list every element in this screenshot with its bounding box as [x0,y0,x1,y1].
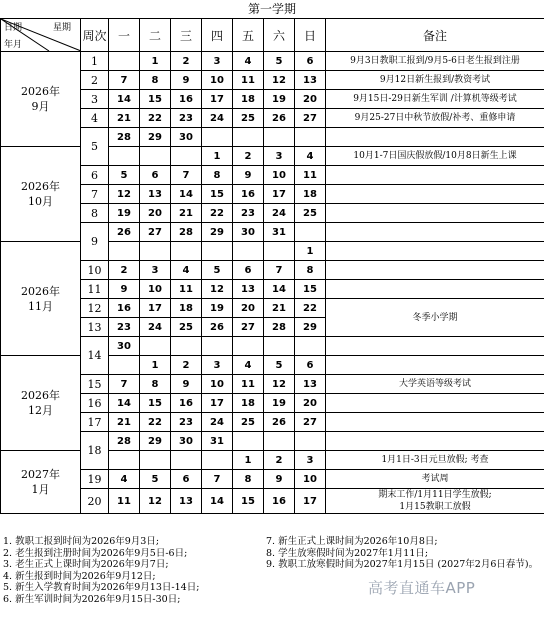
day-cell-fri: 13 [233,280,264,299]
week-number: 8 [81,204,109,223]
day-cell-sat: 9 [264,470,295,489]
day-cell-wed: 2 [171,52,202,71]
day-cell-sat: 31 [264,223,295,242]
day-cell-mon: 2 [109,261,140,280]
day-header-tue: 二 [140,19,171,52]
day-cell-sat [264,242,295,261]
day-cell-sat: 14 [264,280,295,299]
week-number: 13 [81,318,109,337]
week-number: 1 [81,52,109,71]
day-cell-sun: 11 [295,166,326,185]
day-cell-thu: 8 [202,166,233,185]
day-header-wed: 三 [171,19,202,52]
week-number-header: 周次 [81,19,109,52]
day-cell-thu: 7 [202,470,233,489]
watermark: 高考直通车APP [368,579,476,597]
remarks-header: 备注 [326,19,544,52]
week-number: 6 [81,166,109,185]
day-cell-wed: 21 [171,204,202,223]
day-cell-fri: 20 [233,299,264,318]
note-item: 6. 新生军训时间为2026年9月15日-30日; [3,593,181,605]
day-cell-sat: 16 [264,489,295,514]
day-cell-wed: 9 [171,375,202,394]
day-cell-sat [264,432,295,451]
day-cell-sat: 5 [264,52,295,71]
day-cell-wed: 16 [171,90,202,109]
day-cell-mon: 21 [109,109,140,128]
day-cell-wed [171,451,202,470]
day-cell-thu: 15 [202,185,233,204]
day-cell-wed: 2 [171,356,202,375]
day-cell-thu: 24 [202,413,233,432]
week-row [1,489,544,514]
day-cell-tue: 22 [140,413,171,432]
note-item: 2. 老生报到注册时间为2026年9月5日-6日; [3,547,188,559]
remark-cell [326,242,544,261]
day-cell-sun: 6 [295,356,326,375]
day-cell-tue: 8 [140,375,171,394]
day-cell-mon: 28 [109,128,140,147]
week-number: 3 [81,90,109,109]
day-cell-sun: 18 [295,185,326,204]
day-cell-fri: 16 [233,185,264,204]
day-cell-thu: 17 [202,90,233,109]
day-cell-wed: 23 [171,109,202,128]
week-number: 10 [81,261,109,280]
day-cell-fri [233,337,264,356]
note-item: 5. 新生入学教育时间为2026年9月13日-14日; [3,582,200,593]
day-cell-sat: 26 [264,109,295,128]
month-cell [1,147,81,242]
day-cell-thu: 5 [202,261,233,280]
month-year: 2027年 [21,468,60,481]
remark-cell: 9月15日-29日新生军训 /计算机等级考试 [326,90,544,109]
day-cell-fri: 25 [233,413,264,432]
remark-cell [326,432,544,451]
month-year: 2026年 [21,180,60,193]
day-cell-tue [140,147,171,166]
day-cell-sat: 19 [264,90,295,109]
day-cell-thu: 22 [202,204,233,223]
day-cell-mon: 26 [109,223,140,242]
week-row [1,375,544,394]
week-number: 11 [81,280,109,299]
week-row [1,128,544,147]
notes-right-column [266,536,542,571]
remark-cell: 9月3日教职工报到/9月5-6日老生报到注册 [326,52,544,71]
day-cell-fri: 8 [233,470,264,489]
day-cell-wed: 23 [171,413,202,432]
day-cell-sun: 3 [295,451,326,470]
week-number: 14 [81,337,109,375]
day-cell-sat [264,128,295,147]
week-row [1,470,544,489]
day-cell-mon [109,52,140,71]
day-cell-thu: 14 [202,489,233,514]
day-cell-mon: 12 [109,185,140,204]
day-cell-tue: 1 [140,52,171,71]
day-cell-wed: 28 [171,223,202,242]
day-cell-tue: 13 [140,185,171,204]
corner-week-label: 星期 [53,23,72,33]
day-cell-thu: 17 [202,394,233,413]
month-year: 2026年 [21,284,60,298]
day-cell-mon: 21 [109,413,140,432]
day-cell-tue: 1 [140,356,171,375]
remark-line: 期末工作/1月11日学生放假; [378,490,492,500]
week-row [1,71,544,90]
remark-cell: 大学英语等级考试 [326,375,544,394]
day-cell-mon: 5 [109,166,140,185]
day-cell-thu: 29 [202,223,233,242]
week-row [1,337,544,356]
day-cell-thu [202,242,233,261]
day-cell-wed: 11 [171,280,202,299]
day-cell-sun: 15 [295,280,326,299]
remark-cell [326,489,544,514]
day-cell-wed [171,242,202,261]
corner-date-label: 日期 [4,23,23,33]
day-cell-mon: 14 [109,90,140,109]
day-cell-tue: 24 [140,318,171,337]
week-row [1,432,544,451]
day-cell-tue [140,242,171,261]
day-cell-sun: 13 [295,71,326,90]
day-cell-fri: 18 [233,394,264,413]
remark-cell [326,185,544,204]
week-number: 7 [81,185,109,204]
day-cell-thu: 24 [202,109,233,128]
remark-cell [326,280,544,299]
day-cell-mon: 9 [109,280,140,299]
day-header-thu: 四 [202,19,233,52]
week-number: 17 [81,413,109,432]
day-cell-mon [109,451,140,470]
remark-cell [326,413,544,432]
day-cell-fri: 30 [233,223,264,242]
month-label: 1月 [31,483,50,496]
week-row [1,261,544,280]
day-cell-sun: 4 [295,147,326,166]
day-cell-tue: 29 [140,432,171,451]
month-label: 9月 [31,100,50,113]
notes-left-column [3,536,258,605]
month-cell [1,242,81,356]
remark-cell [326,128,544,147]
day-cell-mon: 19 [109,204,140,223]
day-cell-fri [233,128,264,147]
month-cell [1,451,81,514]
day-cell-wed: 14 [171,185,202,204]
week-number: 19 [81,470,109,489]
remark-cell: 考试周 [326,470,544,489]
week-row [1,204,544,223]
day-cell-tue: 8 [140,71,171,90]
day-cell-fri: 23 [233,204,264,223]
day-cell-thu: 19 [202,299,233,318]
day-cell-fri [233,242,264,261]
day-cell-sat: 5 [264,356,295,375]
day-cell-sun: 13 [295,375,326,394]
day-cell-sun: 1 [295,242,326,261]
day-cell-wed: 4 [171,261,202,280]
day-cell-fri: 4 [233,356,264,375]
day-cell-mon: 4 [109,470,140,489]
week-row [1,413,544,432]
day-cell-mon: 23 [109,318,140,337]
week-number: 15 [81,375,109,394]
day-cell-fri: 2 [233,147,264,166]
day-cell-sun: 25 [295,204,326,223]
day-cell-tue: 29 [140,128,171,147]
note-item: 3. 老生正式上课时间为2026年9月7日; [3,559,169,570]
remark-cell [326,261,544,280]
day-cell-sun [295,223,326,242]
day-cell-thu: 1 [202,147,233,166]
day-cell-sat: 24 [264,204,295,223]
day-cell-sun [295,128,326,147]
remark-cell: 10月1-7日国庆假放假/10月8日新生上课 [326,147,544,166]
note-item: 1. 教职工报到时间为2026年9月3日; [3,536,160,547]
day-cell-sat: 21 [264,299,295,318]
day-cell-thu [202,451,233,470]
header-row [1,19,544,52]
day-cell-tue: 15 [140,394,171,413]
day-cell-mon [109,242,140,261]
remark-cell [326,337,544,356]
day-cell-wed: 6 [171,470,202,489]
day-cell-tue: 17 [140,299,171,318]
day-cell-wed [171,337,202,356]
day-cell-thu: 10 [202,375,233,394]
week-number: 2 [81,71,109,90]
day-cell-sun: 8 [295,261,326,280]
day-header-sun: 日 [295,19,326,52]
day-cell-sat: 28 [264,318,295,337]
week-row [1,109,544,128]
day-cell-thu: 26 [202,318,233,337]
week-row [1,299,544,318]
week-row [1,166,544,185]
week-row [1,185,544,204]
day-cell-sat [264,337,295,356]
week-number: 5 [81,128,109,166]
remark-cell: 9月25-27日中秋节放假/补考、重修申请 [326,109,544,128]
day-cell-wed: 30 [171,128,202,147]
day-cell-fri: 11 [233,71,264,90]
day-cell-thu: 3 [202,52,233,71]
month-cell [1,52,81,147]
day-cell-wed: 13 [171,489,202,514]
day-cell-tue: 5 [140,470,171,489]
remark-cell: 1月1日-3日元旦放假; 考查 [326,451,544,470]
week-number: 4 [81,109,109,128]
day-cell-sun [295,337,326,356]
day-cell-thu: 12 [202,280,233,299]
month-label: 12月 [28,404,53,417]
day-cell-tue: 20 [140,204,171,223]
day-cell-mon: 7 [109,375,140,394]
week-row [1,52,544,71]
day-header-mon: 一 [109,19,140,52]
day-cell-tue: 22 [140,109,171,128]
day-cell-fri [233,432,264,451]
day-cell-sat: 2 [264,451,295,470]
week-row [1,280,544,299]
calendar-table [0,18,544,514]
day-cell-wed: 18 [171,299,202,318]
remark-line: 1月15教职工放假 [399,502,471,512]
week-number: 20 [81,489,109,514]
day-cell-sun: 20 [295,90,326,109]
day-cell-fri: 1 [233,451,264,470]
month-cell [1,356,81,451]
note-item: 9. 教职工放寒假时间为2027年1月15日 (2027年2月6日春节)。 [266,559,539,570]
day-cell-tue: 10 [140,280,171,299]
day-cell-fri: 6 [233,261,264,280]
corner-month-label: 年月 [4,40,23,50]
day-cell-sun: 29 [295,318,326,337]
note-item: 4. 新生报到时间为2026年9月12日; [3,570,156,582]
day-cell-sun: 27 [295,109,326,128]
day-cell-thu: 10 [202,71,233,90]
day-cell-sat: 10 [264,166,295,185]
day-cell-fri: 25 [233,109,264,128]
day-cell-tue: 15 [140,90,171,109]
day-cell-tue: 3 [140,261,171,280]
note-item: 7. 新生正式上课时间为2026年10月8日; [266,536,438,547]
day-cell-mon: 11 [109,489,140,514]
week-row [1,90,544,109]
day-cell-mon: 16 [109,299,140,318]
day-cell-wed: 25 [171,318,202,337]
remark-cell: 9月12日新生报到/教资考试 [326,71,544,90]
remark-cell [326,166,544,185]
day-cell-tue: 6 [140,166,171,185]
day-header-sat: 六 [264,19,295,52]
day-cell-thu [202,337,233,356]
day-cell-fri: 9 [233,166,264,185]
day-cell-wed [171,147,202,166]
month-label: 11月 [28,299,53,313]
remark-cell [326,204,544,223]
remark-cell [326,394,544,413]
day-cell-mon: 30 [109,337,140,356]
week-row [1,394,544,413]
day-cell-tue [140,337,171,356]
header-corner [1,19,81,52]
remark-cell [326,223,544,242]
day-cell-thu: 31 [202,432,233,451]
day-cell-mon [109,147,140,166]
day-cell-sun: 20 [295,394,326,413]
remark-cell: 冬季小学期 [326,299,544,337]
day-cell-mon: 14 [109,394,140,413]
day-cell-sat: 7 [264,261,295,280]
month-year: 2026年 [21,389,60,402]
day-cell-sun: 17 [295,489,326,514]
week-number: 16 [81,394,109,413]
day-cell-sat: 17 [264,185,295,204]
day-cell-fri: 15 [233,489,264,514]
day-cell-fri: 18 [233,90,264,109]
week-number: 9 [81,223,109,261]
day-cell-fri: 4 [233,52,264,71]
day-cell-tue [140,451,171,470]
day-cell-mon [109,356,140,375]
day-cell-sat: 3 [264,147,295,166]
day-cell-mon: 28 [109,432,140,451]
day-cell-sun [295,432,326,451]
day-cell-tue: 12 [140,489,171,514]
page-title: 第一学期 [247,2,296,16]
month-year: 2026年 [21,85,60,98]
day-cell-sun: 6 [295,52,326,71]
day-cell-sun: 22 [295,299,326,318]
day-cell-thu: 3 [202,356,233,375]
day-cell-sat: 12 [264,71,295,90]
day-cell-sat: 12 [264,375,295,394]
month-label: 10月 [28,195,53,208]
day-cell-tue: 27 [140,223,171,242]
day-header-fri: 五 [233,19,264,52]
day-cell-sat: 26 [264,413,295,432]
week-number: 18 [81,432,109,470]
day-cell-wed: 30 [171,432,202,451]
note-item: 8. 学生放寒假时间为2027年1月11日; [266,547,429,559]
remark-cell [326,356,544,375]
day-cell-fri: 27 [233,318,264,337]
day-cell-sun: 27 [295,413,326,432]
day-cell-thu [202,128,233,147]
day-cell-mon: 7 [109,71,140,90]
week-row [1,223,544,242]
day-cell-wed: 7 [171,166,202,185]
day-cell-sat: 19 [264,394,295,413]
week-number: 12 [81,299,109,318]
day-cell-fri: 11 [233,375,264,394]
day-cell-sun: 10 [295,470,326,489]
day-cell-wed: 16 [171,394,202,413]
day-cell-wed: 9 [171,71,202,90]
